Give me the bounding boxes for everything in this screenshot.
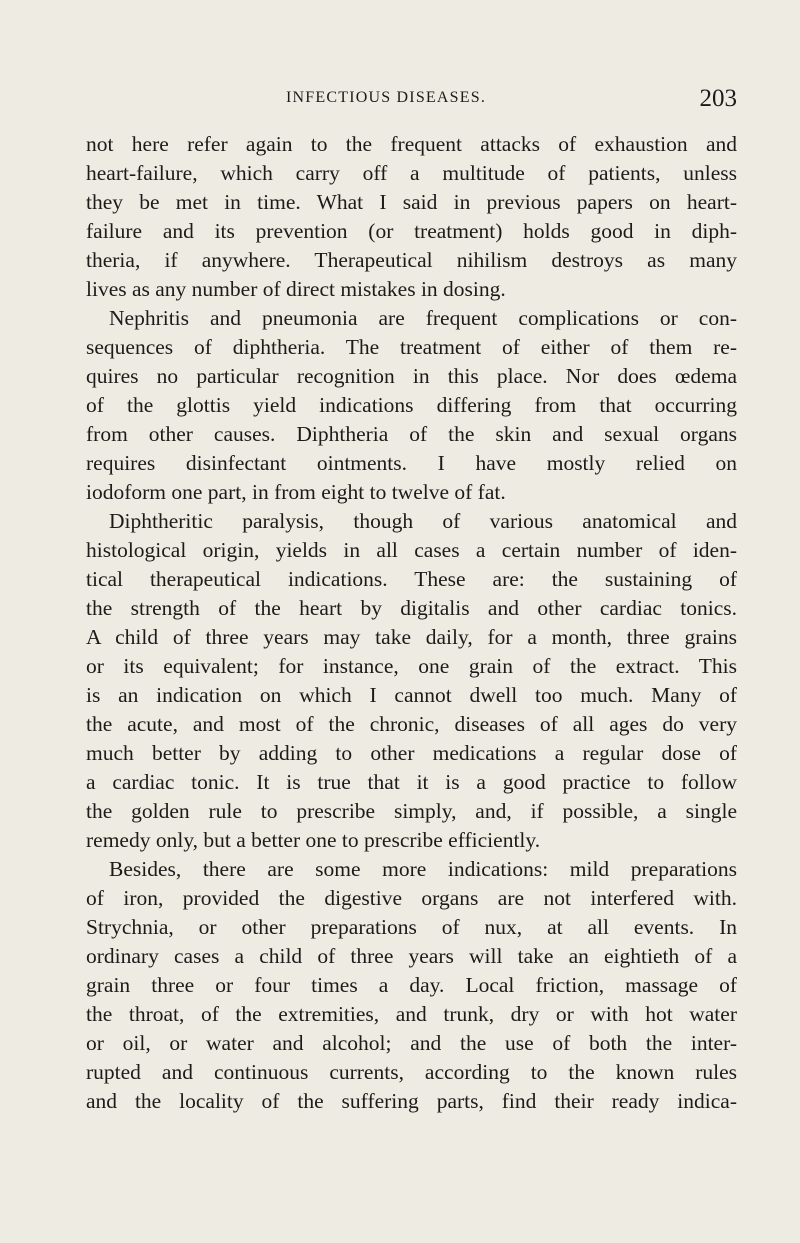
text-line: a cardiac tonic. It is true that it is a good practice to follow — [86, 770, 737, 794]
text-line: Strychnia, or other preparations of nux, at all events. In — [86, 915, 737, 939]
text-line: grain three or four times a day. Local friction, massage of — [86, 973, 737, 997]
paragraph-start-line: Nephritis and pneumonia are frequent complications or con- — [109, 306, 737, 330]
text-line: theria, if anywhere. Therapeutical nihilism destroys as many — [86, 248, 737, 272]
text-line: heart-failure, which carry off a multitude of patients, unless — [86, 161, 737, 185]
text-line: or its equivalent; for instance, one grain of the extract. This — [86, 654, 737, 678]
text-line: the acute, and most of the chronic, diseases of all ages do very — [86, 712, 737, 736]
paragraph-start-line: Diphtheritic paralysis, though of various anatomical and — [109, 509, 737, 533]
text-line: they be met in time. What I said in previous papers on heart- — [86, 190, 737, 214]
text-line: not here refer again to the frequent attacks of exhaustion and — [86, 132, 737, 156]
text-line: and the locality of the suffering parts, find their ready indica- — [86, 1089, 737, 1113]
running-title: INFECTIOUS DISEASES. — [286, 89, 487, 106]
paragraph-start-line: Besides, there are some more indications: mild preparations — [109, 857, 737, 881]
text-line: the strength of the heart by digitalis and other cardiac tonics. — [86, 596, 737, 620]
text-line: the throat, of the extremities, and trunk, dry or with hot water — [86, 1002, 737, 1026]
text-line: rupted and continuous currents, according to the known rules — [86, 1060, 737, 1084]
text-line: histological origin, yields in all cases a certain number of iden- — [86, 538, 737, 562]
text-line: quires no particular recognition in this place. Nor does œdema — [86, 364, 737, 388]
running-head — [86, 85, 737, 115]
body-text — [86, 130, 737, 1116]
text-line: much better by adding to other medications a regular dose of — [86, 741, 737, 765]
text-line: iodoform one part, in from eight to twelve of fat. — [86, 480, 506, 504]
text-line: is an indication on which I cannot dwell too much. Many of — [86, 683, 737, 707]
text-line: or oil, or water and alcohol; and the use of both the inter- — [86, 1031, 737, 1055]
text-line: from other causes. Diphtheria of the skin and sexual organs — [86, 422, 737, 446]
text-line: tical therapeutical indications. These are: the sustaining of — [86, 567, 737, 591]
text-line: remedy only, but a better one to prescribe efficiently. — [86, 828, 541, 852]
text-line: A child of three years may take daily, for a month, three grains — [86, 625, 737, 649]
text-line: sequences of diphtheria. The treatment of either of them re- — [86, 335, 737, 359]
text-line: of iron, provided the digestive organs are not interfered with. — [86, 886, 737, 910]
text-line: of the glottis yield indications differing from that occurring — [86, 393, 737, 417]
text-line: ordinary cases a child of three years will take an eightieth of a — [86, 944, 737, 968]
text-line: the golden rule to prescribe simply, and, if possible, a single — [86, 799, 737, 823]
text-line: lives as any number of direct mistakes in dosing. — [86, 277, 506, 301]
text-line: requires disinfectant ointments. I have mostly relied on — [86, 451, 737, 475]
text-line: failure and its prevention (or treatment) holds good in diph- — [86, 219, 737, 243]
page-number: 203 — [699, 85, 737, 112]
